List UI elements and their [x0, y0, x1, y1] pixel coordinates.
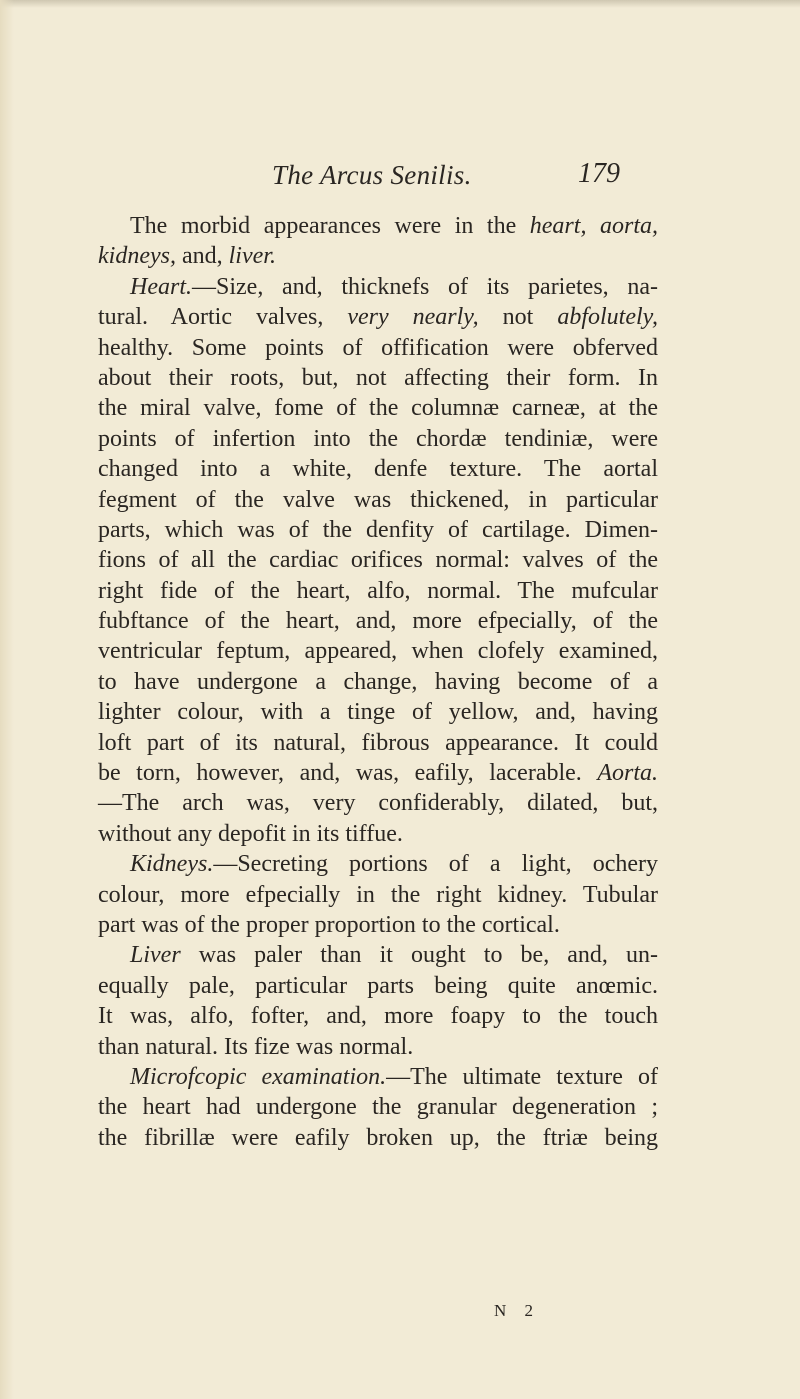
running-header: [0, 160, 800, 200]
text-line: healthy. Some points of offification were obferved: [98, 334, 658, 361]
text-line: without any depofit in its tiffue.: [98, 820, 403, 847]
text-line: to have undergone a change, having become of a: [98, 668, 658, 695]
text-line: kidneys, and, liver.: [98, 243, 276, 270]
text-line: part was of the proper proportion to the cortical.: [98, 911, 560, 938]
page-gutter-shadow: [0, 0, 14, 1399]
text-line: Microfcopic examination.—The ultimate texture of: [130, 1063, 658, 1090]
page-number: 179: [578, 158, 620, 189]
text-line: equally pale, particular parts being quite anœmic.: [98, 972, 658, 999]
page-top-shadow: [0, 0, 800, 8]
running-title: The Arcus Senilis.: [272, 160, 472, 190]
text-line: than natural. Its fize was normal.: [98, 1033, 414, 1060]
text-line: fegment of the valve was thickened, in particular: [98, 486, 658, 513]
text-line: about their roots, but, not affecting their form. In: [98, 364, 658, 391]
text-line: ventricular feptum, appeared, when clofely examined,: [98, 638, 658, 665]
text-line: the miral valve, fome of the columnæ carneæ, at the: [98, 395, 658, 422]
text-line: loft part of its natural, fibrous appearance. It could: [98, 729, 658, 756]
text-line: The morbid appearances were in the heart, aorta,: [130, 213, 658, 239]
text-line: Heart.—Size, and, thicknefs of its parietes, na-: [130, 273, 658, 300]
text-line: changed into a white, denfe texture. The aortal: [98, 456, 658, 483]
text-line: right fide of the heart, alfo, normal. The mufcular: [98, 577, 658, 604]
text-line: parts, which was of the denfity of cartilage. Dimen-: [98, 516, 658, 543]
text-line: be torn, however, and, was, eafily, lacerable. Aorta.: [98, 760, 658, 787]
text-line: the fibrillæ were eafily broken up, the ftriæ being: [98, 1124, 658, 1151]
text-line: colour, more efpecially in the right kidney. Tubular: [98, 881, 658, 908]
text-line: It was, alfo, fofter, and, more foapy to the touch: [98, 1003, 658, 1030]
text-line: Kidneys.—Secreting portions of a light, ochery: [130, 851, 658, 878]
text-line: fubftance of the heart, and, more efpecially, of the: [98, 608, 658, 635]
signature-mark: N 2: [494, 1301, 541, 1320]
text-line: —The arch was, very confiderably, dilated, but,: [98, 790, 658, 817]
text-line: Liver was paler than it ought to be, and, un-: [130, 942, 658, 969]
body-text: [98, 211, 658, 1153]
text-line: tural. Aortic valves, very nearly, not abfolutely,: [98, 304, 658, 331]
text-line: the heart had undergone the granular degeneration ;: [98, 1094, 658, 1121]
text-line: points of infertion into the chordæ tendiniæ, were: [98, 425, 658, 452]
text-line: lighter colour, with a tinge of yellow, and, having: [98, 699, 658, 726]
text-line: fions of all the cardiac orifices normal: valves of the: [98, 547, 658, 574]
